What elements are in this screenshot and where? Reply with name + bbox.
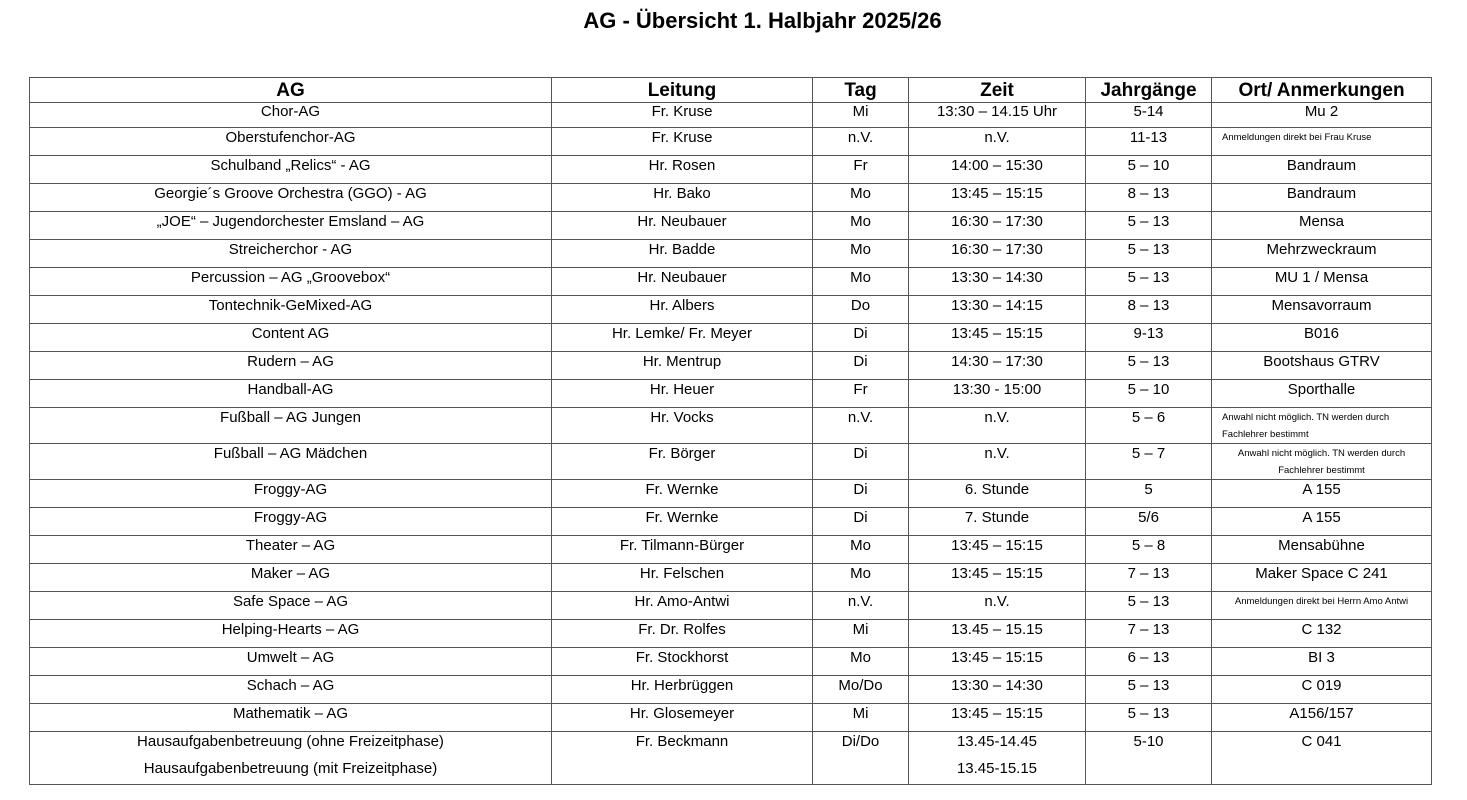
table-row (30, 240, 1432, 268)
table-row (30, 676, 1432, 704)
table-row (30, 184, 1432, 212)
cell-tag: Mi (813, 704, 909, 732)
cell-tag: Mo (813, 648, 909, 676)
cell-zeit: 6. Stunde (909, 480, 1086, 508)
cell-ag: Froggy-AG (30, 480, 552, 508)
header-leitung: Leitung (552, 78, 813, 103)
table-row (30, 408, 1432, 444)
cell-jahrgaenge: 11-13 (1086, 128, 1212, 156)
cell-leitung: Fr. Börger (552, 444, 813, 480)
cell-zeit: 14:30 – 17:30 (909, 352, 1086, 380)
cell-tag: Di (813, 324, 909, 352)
cell-ort: B016 (1212, 324, 1432, 352)
table-row (30, 212, 1432, 240)
cell-ag: Schulband „Relics“ - AG (30, 156, 552, 184)
cell-tag: Fr (813, 156, 909, 184)
cell-ort: Bandraum (1212, 184, 1432, 212)
cell-zeit: 13:45 – 15:15 (909, 184, 1086, 212)
cell-leitung: Hr. Neubauer (552, 212, 813, 240)
cell-ort-line: C 041 (1301, 733, 1342, 750)
cell-leitung: Fr. Stockhorst (552, 648, 813, 676)
cell-ort: A 155 (1212, 480, 1432, 508)
cell-tag: Mi (813, 103, 909, 128)
cell-tag: Di (813, 480, 909, 508)
cell-zeit: 13:30 – 14:15 (909, 296, 1086, 324)
header-tag: Tag (813, 78, 909, 103)
cell-ort: C 132 (1212, 620, 1432, 648)
cell-jahrgaenge: 9-13 (1086, 324, 1212, 352)
cell-ort: Bootshaus GTRV (1212, 352, 1432, 380)
cell-zeit: n.V. (909, 128, 1086, 156)
cell-ag: Theater – AG (30, 536, 552, 564)
cell-tag: Mo/Do (813, 676, 909, 704)
table-row (30, 156, 1432, 184)
cell-ort: C 019 (1212, 676, 1432, 704)
cell-jahrgaenge: 5 (1086, 480, 1212, 508)
cell-zeit: 13:30 – 14:30 (909, 676, 1086, 704)
table-row (30, 128, 1432, 156)
cell-leitung: Hr. Albers (552, 296, 813, 324)
cell-tag: Mo (813, 212, 909, 240)
cell-tag: Do (813, 296, 909, 324)
cell-zeit: 7. Stunde (909, 508, 1086, 536)
cell-jahrgaenge: 5 – 13 (1086, 240, 1212, 268)
cell-jahrgaenge: 5 – 13 (1086, 676, 1212, 704)
cell-zeit: 14:00 – 15:30 (909, 156, 1086, 184)
cell-ag: Helping-Hearts – AG (30, 620, 552, 648)
cell-ag: Georgie´s Groove Orchestra (GGO) - AG (30, 184, 552, 212)
table-row (30, 352, 1432, 380)
cell-jahrgaenge: 8 – 13 (1086, 184, 1212, 212)
cell-zeit: 13:30 – 14:30 (909, 268, 1086, 296)
cell-ag: Fußball – AG Jungen (30, 408, 552, 444)
ag-table (29, 77, 1432, 785)
table-row (30, 704, 1432, 732)
table-row (30, 380, 1432, 408)
cell-ag: Oberstufenchor-AG (30, 128, 552, 156)
cell-ag-line: Hausaufgabenbetreuung (mit Freizeitphase) (143, 760, 438, 777)
table-row (30, 324, 1432, 352)
cell-ag: Froggy-AG (30, 508, 552, 536)
cell-leitung: Hr. Amo-Antwi (552, 592, 813, 620)
cell-leitung: Hr. Badde (552, 240, 813, 268)
cell-jahrgaenge: 6 – 13 (1086, 648, 1212, 676)
cell-zeit: 16:30 – 17:30 (909, 212, 1086, 240)
cell-leitung: Fr. Tilmann-Bürger (552, 536, 813, 564)
table-header-row (30, 78, 1432, 103)
cell-leitung: Fr. Wernke (552, 508, 813, 536)
cell-ort: Mensa (1212, 212, 1432, 240)
cell-jahrgaenge: 5 – 10 (1086, 156, 1212, 184)
cell-leitung: Hr. Glosemeyer (552, 704, 813, 732)
cell-ag: Tontechnik-GeMixed-AG (30, 296, 552, 324)
cell-tag: n.V. (813, 592, 909, 620)
cell-ag (30, 732, 552, 785)
cell-leitung (552, 732, 813, 785)
cell-tag-line: Di/Do (841, 733, 880, 750)
cell-leitung: Hr. Rosen (552, 156, 813, 184)
cell-jahrgaenge: 5 – 6 (1086, 408, 1212, 444)
cell-zeit (909, 732, 1086, 785)
cell-leitung: Fr. Dr. Rolfes (552, 620, 813, 648)
table-row (30, 480, 1432, 508)
cell-ag: Safe Space – AG (30, 592, 552, 620)
cell-ag: Handball-AG (30, 380, 552, 408)
cell-ag: Rudern – AG (30, 352, 552, 380)
cell-zeit: 13:45 – 15:15 (909, 324, 1086, 352)
cell-jahrgaenge-line: 5-10 (1133, 733, 1164, 750)
cell-ag-line: Hausaufgabenbetreuung (ohne Freizeitphase) (137, 733, 444, 750)
cell-tag: Fr (813, 380, 909, 408)
cell-zeit: n.V. (909, 592, 1086, 620)
table-row (30, 444, 1432, 480)
cell-ort: Anwahl nicht möglich. TN werden durch Fachlehrer bestimmt (1212, 408, 1432, 444)
header-zeit: Zeit (909, 78, 1086, 103)
cell-leitung: Fr. Kruse (552, 103, 813, 128)
cell-tag: Mo (813, 240, 909, 268)
cell-tag: Mo (813, 564, 909, 592)
cell-ort: Mensabühne (1212, 536, 1432, 564)
cell-ort: Anwahl nicht möglich. TN werden durch Fachlehrer bestimmt (1212, 444, 1432, 480)
cell-jahrgaenge: 5 – 8 (1086, 536, 1212, 564)
cell-tag: Mo (813, 184, 909, 212)
cell-ag: Fußball – AG Mädchen (30, 444, 552, 480)
cell-ort: Anmeldungen direkt bei Herrn Amo Antwi (1212, 592, 1432, 620)
cell-ort: A156/157 (1212, 704, 1432, 732)
cell-leitung: Hr. Herbrüggen (552, 676, 813, 704)
cell-ort: A 155 (1212, 508, 1432, 536)
cell-jahrgaenge: 5 – 13 (1086, 268, 1212, 296)
cell-ort: Mensavorraum (1212, 296, 1432, 324)
cell-ag: Umwelt – AG (30, 648, 552, 676)
page-title: AG - Übersicht 1. Halbjahr 2025/26 (583, 8, 942, 33)
cell-zeit-line: 13.45-14.45 (956, 733, 1038, 750)
cell-zeit: n.V. (909, 444, 1086, 480)
cell-jahrgaenge: 5/6 (1086, 508, 1212, 536)
cell-ort: Anmeldungen direkt bei Frau Kruse (1212, 128, 1432, 156)
cell-jahrgaenge: 5 – 10 (1086, 380, 1212, 408)
cell-leitung: Hr. Mentrup (552, 352, 813, 380)
cell-tag: Di (813, 444, 909, 480)
table-row (30, 564, 1432, 592)
cell-tag: Mi (813, 620, 909, 648)
cell-ort (1212, 732, 1432, 785)
cell-ort: Mehrzweckraum (1212, 240, 1432, 268)
cell-jahrgaenge: 5 – 13 (1086, 212, 1212, 240)
cell-tag: Di (813, 508, 909, 536)
cell-zeit: 13:45 – 15:15 (909, 648, 1086, 676)
table-row (30, 268, 1432, 296)
cell-leitung: Hr. Neubauer (552, 268, 813, 296)
cell-ort: MU 1 / Mensa (1212, 268, 1432, 296)
cell-ort: Bandraum (1212, 156, 1432, 184)
cell-ag: „JOE“ – Jugendorchester Emsland – AG (30, 212, 552, 240)
cell-ort: Sporthalle (1212, 380, 1432, 408)
cell-ort: BI 3 (1212, 648, 1432, 676)
cell-leitung: Hr. Bako (552, 184, 813, 212)
cell-ag: Content AG (30, 324, 552, 352)
cell-jahrgaenge: 7 – 13 (1086, 564, 1212, 592)
cell-zeit: n.V. (909, 408, 1086, 444)
cell-jahrgaenge: 5 – 13 (1086, 592, 1212, 620)
cell-zeit: 13:45 – 15:15 (909, 704, 1086, 732)
cell-zeit: 13.45 – 15.15 (909, 620, 1086, 648)
cell-ag: Chor-AG (30, 103, 552, 128)
cell-leitung: Hr. Heuer (552, 380, 813, 408)
cell-tag: n.V. (813, 408, 909, 444)
cell-jahrgaenge (1086, 732, 1212, 785)
cell-zeit: 13:30 – 14.15 Uhr (909, 103, 1086, 128)
cell-tag: Di (813, 352, 909, 380)
cell-ort: Maker Space C 241 (1212, 564, 1432, 592)
cell-ag: Mathematik – AG (30, 704, 552, 732)
cell-jahrgaenge: 5 – 13 (1086, 352, 1212, 380)
cell-leitung: Fr. Kruse (552, 128, 813, 156)
cell-ag: Maker – AG (30, 564, 552, 592)
cell-leitung-line: Fr. Beckmann (635, 733, 729, 750)
cell-leitung: Fr. Wernke (552, 480, 813, 508)
cell-leitung: Hr. Lemke/ Fr. Meyer (552, 324, 813, 352)
cell-jahrgaenge: 8 – 13 (1086, 296, 1212, 324)
table-row (30, 732, 1432, 785)
cell-tag: Mo (813, 268, 909, 296)
table-row (30, 620, 1432, 648)
table-row (30, 103, 1432, 128)
header-jahrgaenge: Jahrgänge (1086, 78, 1212, 103)
cell-ag: Percussion – AG „Groovebox“ (30, 268, 552, 296)
cell-ort: Mu 2 (1212, 103, 1432, 128)
cell-tag (813, 732, 909, 785)
cell-tag: n.V. (813, 128, 909, 156)
cell-jahrgaenge: 7 – 13 (1086, 620, 1212, 648)
cell-ag: Streicherchor - AG (30, 240, 552, 268)
cell-zeit: 13:45 – 15:15 (909, 536, 1086, 564)
cell-zeit: 13:45 – 15:15 (909, 564, 1086, 592)
table-row (30, 508, 1432, 536)
cell-jahrgaenge: 5 – 13 (1086, 704, 1212, 732)
table-row (30, 536, 1432, 564)
cell-zeit-line: 13.45-15.15 (956, 760, 1038, 777)
cell-jahrgaenge: 5-14 (1086, 103, 1212, 128)
cell-leitung: Hr. Vocks (552, 408, 813, 444)
table-row (30, 592, 1432, 620)
cell-zeit: 16:30 – 17:30 (909, 240, 1086, 268)
header-ort: Ort/ Anmerkungen (1212, 78, 1432, 103)
cell-ag: Schach – AG (30, 676, 552, 704)
cell-jahrgaenge: 5 – 7 (1086, 444, 1212, 480)
cell-tag: Mo (813, 536, 909, 564)
table-row (30, 296, 1432, 324)
cell-zeit: 13:30 - 15:00 (909, 380, 1086, 408)
header-ag: AG (30, 78, 552, 103)
cell-leitung: Hr. Felschen (552, 564, 813, 592)
table-row (30, 648, 1432, 676)
